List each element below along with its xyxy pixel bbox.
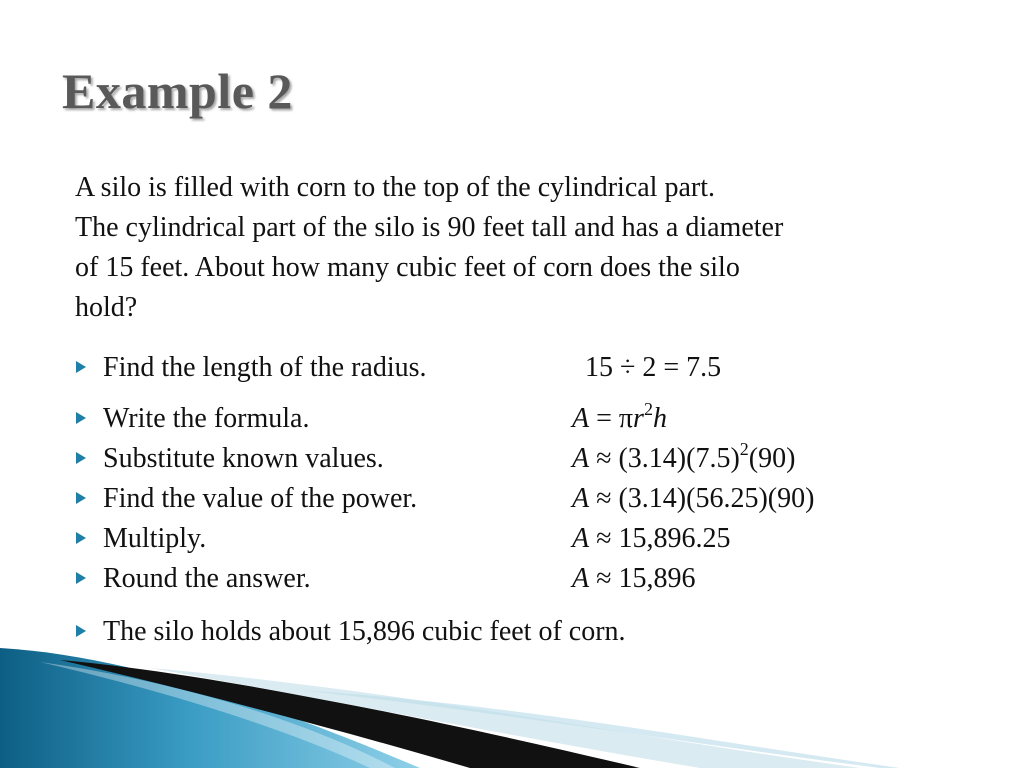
triangle-bullet-icon — [75, 531, 103, 545]
step-find-radius — [75, 348, 722, 388]
math-exponent: 2 — [739, 438, 749, 459]
math-expression: ≈ (3.14)(7.5) — [589, 443, 740, 474]
step-math — [572, 399, 667, 439]
math-expression: = π — [589, 403, 634, 434]
step-round — [75, 559, 696, 599]
triangle-bullet-icon — [75, 360, 103, 374]
slide-title: Example 2 — [62, 63, 293, 119]
step-multiply — [75, 519, 731, 559]
math-variable: r — [633, 403, 644, 434]
triangle-bullet-icon — [75, 571, 103, 585]
math-variable: A — [572, 563, 590, 594]
triangle-bullet-icon — [75, 411, 103, 425]
problem-line: hold? — [75, 292, 138, 323]
step-label: Substitute known values. — [103, 443, 384, 474]
math-variable: A — [572, 403, 590, 434]
math-expression: ≈ 15,896 — [589, 563, 696, 594]
triangle-bullet-icon — [75, 451, 103, 465]
problem-line: of 15 feet. About how many cubic feet of corn does the silo — [75, 252, 740, 283]
step-label: Find the value of the power. — [103, 483, 418, 514]
math-variable: A — [572, 483, 590, 514]
problem-line: The cylindrical part of the silo is 90 feet tall and has a diameter — [75, 212, 784, 243]
triangle-bullet-icon — [75, 624, 103, 638]
step-label: Round the answer. — [103, 563, 311, 594]
step-math — [572, 559, 695, 599]
step-label: The silo holds about 15,896 cubic feet of corn. — [103, 616, 626, 647]
step-power — [75, 479, 815, 519]
math-variable: h — [652, 403, 667, 434]
step-math — [572, 519, 730, 559]
step-label: Write the formula. — [103, 403, 310, 434]
problem-statement — [75, 168, 995, 328]
math-expression: (90) — [748, 443, 796, 474]
math-expression: ≈ 15,896.25 — [589, 523, 731, 554]
math-expression: ≈ (3.14)(56.25)(90) — [589, 483, 815, 514]
step-label: Multiply. — [103, 523, 207, 554]
step-math — [572, 439, 795, 479]
problem-line: A silo is filled with corn to the top of the cylindrical part. — [75, 172, 715, 203]
step-conclusion — [75, 612, 626, 652]
step-substitute — [75, 438, 796, 479]
triangle-bullet-icon — [75, 491, 103, 505]
math-variable: A — [572, 443, 590, 474]
step-write-formula — [75, 398, 667, 439]
math-exponent: 2 — [643, 398, 653, 419]
step-math: 15 ÷ 2 = 7.5 — [585, 352, 722, 383]
step-label: Find the length of the radius. — [103, 352, 427, 383]
step-math — [572, 479, 814, 519]
math-variable: A — [572, 523, 590, 554]
